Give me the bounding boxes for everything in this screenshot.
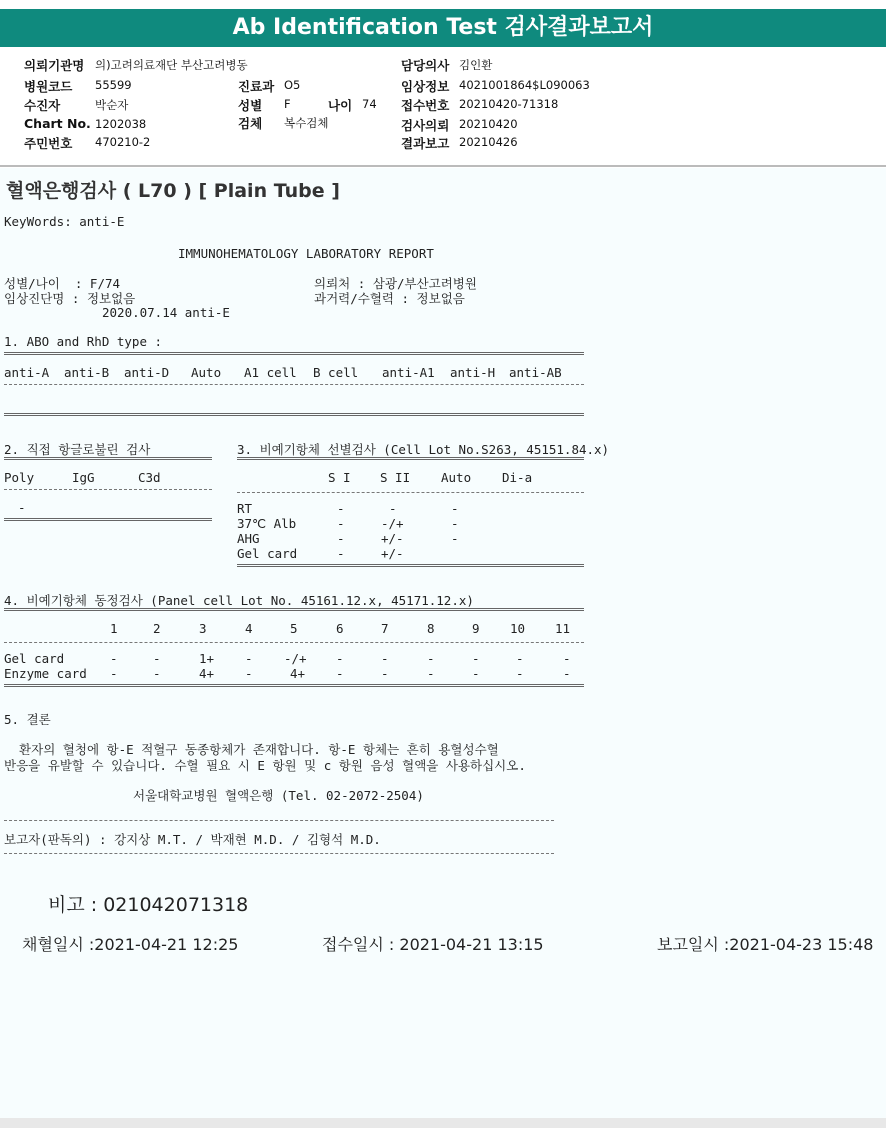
section-title: 혈액은행검사 ( L70 ) [ Plain Tube ]: [6, 180, 340, 202]
clinical-value: 4021001864$L090063: [459, 78, 590, 92]
dat-col: C3d: [138, 470, 161, 485]
screen-cell: -: [337, 516, 345, 531]
screen-heading: 3. 비예기항체 선별검사 (Cell Lot No.S263, 45151.84.x): [237, 442, 610, 457]
panel-rule-top: [4, 608, 584, 611]
screen-cell: -: [451, 501, 459, 516]
screen-cell: -: [337, 546, 345, 561]
conclusion-line-2: 반응을 유발할 수 있습니다. 수혈 필요 시 E 항원 및 c 항원 음성 혈액을 사용하십시오.: [4, 758, 526, 773]
doctor-value: 김인환: [459, 58, 493, 72]
screen-cell: +/-: [381, 546, 404, 561]
dat-rule-top: [4, 457, 212, 460]
rrn-label: 주민번호: [24, 136, 73, 151]
screen-rule-mid: [237, 492, 584, 493]
panel-col: 4: [245, 621, 253, 636]
screen-row-label: 37℃ Alb: [237, 516, 297, 531]
panel-col: 11: [555, 621, 571, 636]
panel-cell: -: [381, 651, 389, 666]
panel-cell: -: [245, 651, 253, 666]
abo-col: B cell: [313, 365, 359, 380]
panel-cell: -: [153, 651, 161, 666]
reporter-rule-bottom: [4, 853, 554, 854]
report-date-value: 20210426: [459, 135, 518, 149]
panel-cell: 4+: [290, 666, 306, 681]
panel-cell: -/+: [284, 651, 307, 666]
reporter: 보고자(판독의) : 강지상 M.T. / 박재현 M.D. / 김형석 M.D.: [4, 832, 381, 847]
screen-cell: -: [389, 501, 397, 516]
panel-col: 1: [110, 621, 118, 636]
screen-rule-bottom: [237, 564, 584, 567]
bottom-strip: [0, 1118, 886, 1128]
screen-col: S I: [328, 470, 351, 485]
chart-label: Chart No.: [24, 116, 91, 131]
screen-cell: -: [337, 531, 345, 546]
patient-header: [0, 50, 886, 165]
specimen-label: 검체: [238, 116, 263, 131]
abo-heading: 1. ABO and RhD type :: [4, 334, 163, 349]
header-divider: [0, 165, 886, 167]
abo-col: anti-D: [124, 365, 170, 380]
screen-cell: -/+: [381, 516, 404, 531]
note: [48, 890, 248, 917]
reporter-rule-top: [4, 820, 554, 821]
panel-cell: -: [472, 666, 480, 681]
abo-col: anti-A1: [382, 365, 435, 380]
lab-contact: 서울대학교병원 혈액은행 (Tel. 02-2072-2504): [133, 788, 424, 803]
report-title-bar: [0, 9, 886, 47]
panel-cell: -: [110, 666, 118, 681]
info-history-date: 2020.07.14 anti-E: [102, 305, 230, 320]
patient-label: 수진자: [24, 98, 61, 113]
panel-col: 8: [427, 621, 435, 636]
info-requester: 의뢰처 : 삼광/부산고려병원: [314, 276, 477, 291]
screen-cell: +/-: [381, 531, 404, 546]
dept-value: O5: [284, 78, 301, 92]
abo-rule-top: [4, 352, 584, 355]
abo-col: anti-B: [64, 365, 110, 380]
screen-col: Di-a: [502, 470, 533, 485]
abo-rule-bottom: [4, 413, 584, 416]
lab-report-title: IMMUNOHEMATOLOGY LABORATORY REPORT: [178, 246, 434, 261]
panel-col: 7: [381, 621, 389, 636]
panel-cell: 1+: [199, 651, 215, 666]
conclusion-line-1: 환자의 혈청에 항-E 적혈구 동종항체가 존재합니다. 항-E 항체는 흔히 용혈성수혈: [4, 742, 499, 757]
institution-value: 의)고려의료재단 부산고려병동: [95, 58, 248, 72]
report-date-label: 결과보고: [401, 136, 450, 151]
panel-cell: -: [563, 666, 571, 681]
info-sex-age: 성별/나이 : F/74: [4, 276, 121, 291]
conclusion-heading: 5. 결론: [4, 712, 51, 727]
dat-col: IgG: [72, 470, 95, 485]
rrn-value: 470210-2: [95, 135, 151, 149]
panel-cell: -: [381, 666, 389, 681]
sex-value: F: [284, 97, 291, 111]
note-value: 021042071318: [103, 894, 249, 916]
screen-cell: -: [451, 531, 459, 546]
panel-cell: 4+: [199, 666, 215, 681]
dept-label: 진료과: [238, 79, 275, 94]
age-label: 나이: [328, 98, 353, 113]
panel-cell: -: [516, 651, 524, 666]
doctor-label: 담당의사: [401, 58, 450, 73]
screen-row-label: RT: [237, 501, 253, 516]
receipt-value: 20210420-71318: [459, 97, 559, 111]
panel-col: 9: [472, 621, 480, 636]
panel-heading: 4. 비예기항체 동정검사 (Panel cell Lot No. 45161.12.x, 45171.12.x): [4, 593, 474, 608]
panel-col: 3: [199, 621, 207, 636]
report-title: Ab Identification Test 검사결과보고서: [232, 15, 654, 40]
clinical-label: 임상정보: [401, 79, 450, 94]
screen-row-label: Gel card: [237, 546, 298, 561]
age-value: 74: [362, 97, 377, 111]
panel-cell: -: [336, 651, 344, 666]
panel-cell: -: [563, 651, 571, 666]
abo-col: anti-A: [4, 365, 50, 380]
dat-value: -: [18, 500, 26, 515]
note-label: 비고 :: [48, 894, 98, 916]
report-body: [0, 168, 886, 1118]
panel-cell: -: [427, 651, 435, 666]
abo-rule-mid: [4, 384, 584, 385]
panel-rule-mid: [4, 642, 584, 643]
chart-value: 1202038: [95, 117, 147, 131]
screen-col: S II: [380, 470, 411, 485]
institution-label: 의뢰기관명: [24, 58, 85, 73]
panel-cell: -: [110, 651, 118, 666]
info-diagnosis: 임상진단명 : 정보없음: [4, 291, 136, 306]
received-datetime: 접수일시 : 2021-04-21 13:15: [322, 935, 544, 954]
panel-col: 2: [153, 621, 161, 636]
dat-rule-bottom: [4, 518, 212, 521]
panel-rule-bottom: [4, 684, 584, 687]
abo-col: anti-AB: [509, 365, 562, 380]
abo-col: Auto: [191, 365, 222, 380]
request-value: 20210420: [459, 117, 518, 131]
hospital-code-value: 55599: [95, 78, 132, 92]
panel-row-label: Enzyme card: [4, 666, 87, 681]
screen-rule-top: [237, 457, 584, 460]
info-transfusion: 과거력/수혈력 : 정보없음: [314, 291, 465, 306]
keywords: KeyWords: anti-E: [4, 214, 125, 229]
screen-col: Auto: [441, 470, 472, 485]
abo-col: anti-H: [450, 365, 496, 380]
dat-rule-mid: [4, 489, 212, 490]
panel-cell: -: [245, 666, 253, 681]
receipt-label: 접수번호: [401, 98, 450, 113]
panel-col: 5: [290, 621, 298, 636]
reported-datetime: 보고일시 :2021-04-23 15:48: [657, 935, 874, 954]
panel-cell: -: [472, 651, 480, 666]
request-label: 검사의뢰: [401, 118, 450, 133]
panel-cell: -: [427, 666, 435, 681]
screen-row-label: AHG: [237, 531, 260, 546]
hospital-code-label: 병원코드: [24, 79, 73, 94]
abo-col: A1 cell: [244, 365, 297, 380]
panel-row-label: Gel card: [4, 651, 65, 666]
screen-cell: -: [451, 516, 459, 531]
specimen-value: 복수검체: [284, 116, 329, 130]
panel-cell: -: [153, 666, 161, 681]
screen-cell: -: [337, 501, 345, 516]
dat-col: Poly: [4, 470, 35, 485]
panel-col: 10: [510, 621, 526, 636]
dat-heading: 2. 직접 항글로불린 검사: [4, 442, 151, 457]
patient-value: 박순자: [95, 98, 129, 112]
sex-label: 성별: [238, 98, 263, 113]
panel-cell: -: [336, 666, 344, 681]
panel-col: 6: [336, 621, 344, 636]
collect-datetime: 채혈일시 :2021-04-21 12:25: [22, 935, 239, 954]
panel-cell: -: [516, 666, 524, 681]
